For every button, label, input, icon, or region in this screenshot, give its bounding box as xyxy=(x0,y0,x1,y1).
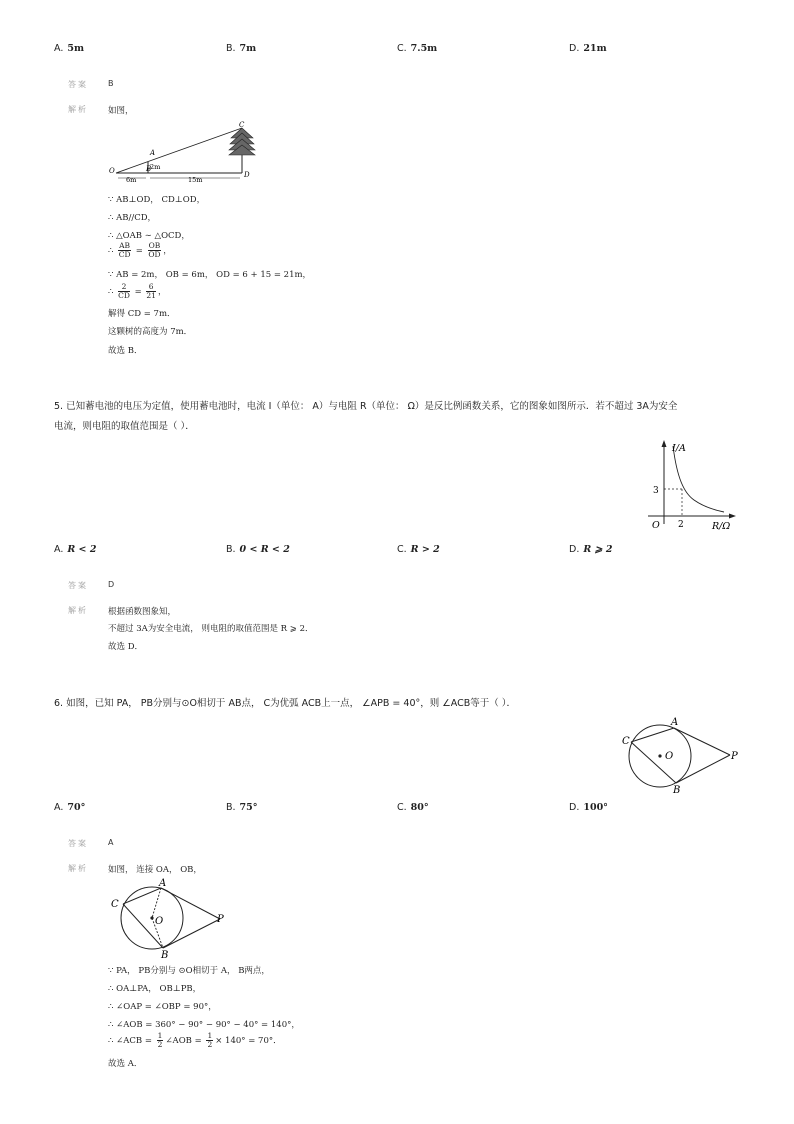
label-c: C xyxy=(239,121,245,129)
q4-step-8: 这颗树的高度为 7m． xyxy=(108,327,193,337)
tangent-figure-solution xyxy=(106,878,234,962)
label-a: A xyxy=(671,717,679,728)
xtick-label: 2 xyxy=(678,520,684,530)
analysis-intro: 如图， 连接 OA， OB， xyxy=(108,865,202,875)
option-d[interactable]: D. 21m xyxy=(569,43,607,54)
q5-step-3: 故选 D． xyxy=(108,642,144,652)
option-b[interactable]: B. 7m xyxy=(226,43,257,54)
q5-stem-line2: 电流，则电阻的取值范围是（ ）． xyxy=(54,421,195,432)
q5-step-1: 根据函数图象知， xyxy=(108,607,177,617)
label-p: P xyxy=(731,751,738,762)
analysis-label: 解析 xyxy=(68,864,88,873)
q6-step-2: ∴ OA⊥PA， OB⊥PB， xyxy=(108,984,202,994)
option-a[interactable]: A. 5m xyxy=(54,43,85,54)
q4-step-3: ∴ △OAB ∼ △OCD， xyxy=(108,231,190,241)
tree-figure xyxy=(106,118,266,184)
option-a[interactable]: A. R < 2 xyxy=(54,544,97,555)
label-d: D xyxy=(244,171,250,179)
answer-label: 答案 xyxy=(68,581,88,590)
inverse-graph xyxy=(646,438,742,534)
q4-step-5: ∵ AB = 2m， OB = 6m， OD = 6 + 15 = 21m， xyxy=(108,270,312,280)
analysis-intro: 如图， xyxy=(108,106,134,116)
answer-label: 答案 xyxy=(68,839,88,848)
q4-step-4: ∴ $\frac{AB}{CD}$ = $\frac{OB}{OD}$ ， xyxy=(108,241,172,259)
option-b[interactable]: B. 75° xyxy=(226,802,258,813)
label-ab-2m: 2m xyxy=(150,163,161,171)
answer-label: 答案 xyxy=(68,80,88,89)
answer-value: B xyxy=(108,79,114,88)
label-c: C xyxy=(622,736,630,747)
q6-step-1: ∵ PA， PB分别与 ⊙O相切于 A， B两点， xyxy=(108,966,270,976)
radius-oa xyxy=(152,888,161,918)
option-c[interactable]: C. 80° xyxy=(397,802,429,813)
q4-step-7: 解得 CD = 7m． xyxy=(108,309,176,319)
label-a: A xyxy=(159,878,167,889)
label-o: O xyxy=(665,751,674,762)
tangent-figure xyxy=(618,714,744,796)
curve xyxy=(673,446,724,512)
q5-stem-line1: 5. 已知蓄电池的电压为定值，使用蓄电池时，电流 I（单位： A）与电阻 R（单位： Ω）是反比例函数关系，它的图象如图所示．若不超过 3A为安全 xyxy=(54,401,678,412)
tangent-pa xyxy=(674,728,730,755)
ylabel: I/A xyxy=(672,443,686,454)
analysis-label: 解析 xyxy=(68,606,88,615)
chord-ca xyxy=(123,888,161,904)
tree-icon xyxy=(229,128,255,155)
x-arrow xyxy=(729,514,736,519)
option-d[interactable]: D. R ⩾ 2 xyxy=(569,544,613,555)
option-c[interactable]: C. R > 2 xyxy=(397,544,440,555)
center-dot xyxy=(150,916,153,919)
q4-step-6: ∴ $\frac{2}{CD}$ = $\frac{6}{21}$ ， xyxy=(108,282,167,300)
q4-step-2: ∴ AB//CD， xyxy=(108,213,157,223)
origin-label: O xyxy=(652,520,660,531)
q4-step-9: 故选 B． xyxy=(108,346,143,356)
q5-step-2: 不超过 3A为安全电流， 则电阻的取值范围是 R ⩾ 2． xyxy=(108,624,314,634)
xlabel: R/Ω xyxy=(712,521,731,532)
tangent-pb xyxy=(163,919,220,948)
line-oc xyxy=(116,128,242,173)
answer-value: D xyxy=(108,580,115,589)
chord-cb xyxy=(631,742,676,783)
option-d[interactable]: D. 100° xyxy=(569,802,608,813)
q4-step-1: ∵ AB⊥OD， CD⊥OD， xyxy=(108,195,206,205)
label-ob-6m: 6m xyxy=(126,176,137,184)
ytick-label: 3 xyxy=(653,486,659,496)
q6-step-5: ∴ ∠ACB = $\frac{1}{2}$ ∠AOB = $\frac{1}{2}$ × 140° = 70°． xyxy=(108,1031,282,1049)
option-b[interactable]: B. 0 < R < 2 xyxy=(226,544,290,555)
q6-step-6: 故选 A． xyxy=(108,1059,143,1069)
tangent-pb xyxy=(676,755,730,783)
q6-stem: 6. 如图，已知 PA， PB分别与⊙O相切于 AB点， C为优弧 ACB上一点， ∠APB = 40°，则 ∠ACB等于（ ）． xyxy=(54,698,517,709)
y-arrow xyxy=(662,440,667,447)
label-o: O xyxy=(155,916,164,927)
tangent-pa xyxy=(161,888,220,919)
label-bd-15m: 15m xyxy=(188,176,203,184)
center-dot xyxy=(658,754,661,757)
option-a[interactable]: A. 70° xyxy=(54,802,86,813)
analysis-label: 解析 xyxy=(68,105,88,114)
label-p: P xyxy=(217,914,224,925)
q6-step-3: ∴ ∠OAP = ∠OBP = 90°， xyxy=(108,1002,217,1012)
q6-step-4: ∴ ∠AOB = 360° − 90° − 90° − 40° = 140°， xyxy=(108,1020,300,1030)
label-b: B xyxy=(146,165,152,173)
label-b: B xyxy=(161,950,169,961)
label-b: B xyxy=(673,785,681,796)
option-c[interactable]: C. 7.5m xyxy=(397,43,438,54)
label-a: A xyxy=(150,149,156,157)
label-o: O xyxy=(109,167,115,175)
label-c: C xyxy=(111,899,119,910)
answer-value: A xyxy=(108,838,114,847)
